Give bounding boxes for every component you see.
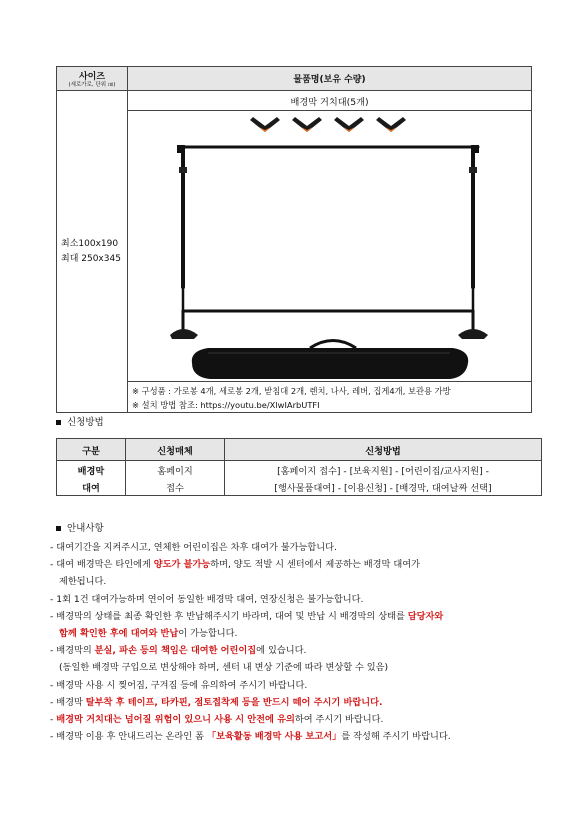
guide-line: 함께 확인한 후에 대여와 반납이 가능합니다. [59, 628, 238, 640]
stand-image-cell [128, 111, 532, 382]
guide-line: - 대여기간을 지켜주시고, 연체한 어린이집은 차후 대여가 불가능합니다. [50, 542, 337, 553]
clamp-icons [250, 117, 406, 132]
type-cell-2: 대여 [57, 478, 126, 496]
bullet-icon [56, 526, 61, 531]
guide-line: (동일한 배경막 구입으로 변상해야 하며, 센터 내 변상 기준에 따라 변상할 수 있음) [59, 662, 389, 674]
size-header-sub: (세로가로, 단위 ㎝) [68, 81, 116, 88]
type-header: 구분 [57, 439, 126, 461]
method-cell-1: [홈페이지 접수] - [보육지원] - [어린이집/교사지원] - [225, 461, 542, 479]
item-name: 배경막 거치대(5개) [128, 91, 532, 111]
guide-line: - 배경막 탈부착 후 테이프, 타카핀, 점토접착제 등을 반드시 떼어 주시기 바랍니다. [50, 696, 383, 708]
size-header-label: 사이즈 [78, 71, 106, 82]
guide-line: - 배경막 거치대는 넘어질 위험이 있으니 사용 시 안전에 유의하여 주시기 바랍니다. [50, 714, 384, 726]
notes-cell [128, 382, 532, 413]
media-header: 신청매체 [126, 439, 225, 461]
guide-line: - 배경막의 분실, 파손 등의 책임은 대여한 어린이집에 있습니다. [50, 645, 307, 657]
guide-line: - 배경막 이용 후 안내드리는 온라인 폼 「보육활동 배경막 사용 보고서」를 작성해 주시기 바랍니다. [50, 731, 451, 743]
media-cell-2: 접수 [126, 478, 225, 496]
method-header: 신청방법 [225, 439, 542, 461]
components-note: ※ 구성품 : 가로봉 4개, 세로봉 2개, 받침대 2개, 렌치, 나사, 레버, 집게4개, 보관용 가방 [132, 386, 451, 396]
guide-list [50, 539, 540, 745]
bullet-icon [56, 420, 61, 425]
item-header: 물품명(보유 수량) [128, 67, 532, 91]
apply-table [56, 438, 542, 496]
guide-section-title [56, 520, 104, 534]
backdrop-stand-image [128, 111, 534, 381]
guide-line: - 대여 배경막은 타인에게 양도가 불가능하며, 양도 적발 시 센터에서 제공하는 배경막 대여가 [50, 559, 420, 571]
install-link-note[interactable]: ※ 설치 방법 참조: https://youtu.be/XlwIArbUTFI [132, 400, 320, 410]
size-cell [57, 91, 128, 413]
size-header [57, 67, 128, 91]
storage-bag [192, 341, 468, 380]
media-cell-1: 홈페이지 [126, 461, 225, 479]
equipment-table [56, 66, 532, 413]
apply-section-title [56, 414, 104, 428]
guide-line: - 배경막의 상태를 최종 확인한 후 반납해주시기 바라며, 대여 및 반납 시 배경막의 상태를 담당자와 [50, 610, 444, 622]
apply-section-label: 신청방법 [67, 417, 104, 428]
size-min: 최소100x190 [61, 238, 119, 249]
guide-line: 제한됩니다. [59, 576, 107, 588]
method-cell-2: [행사물품대여] - [이용신청] - [배경막, 대여날짜 선택] [225, 478, 542, 496]
size-max: 최대 250x345 [61, 253, 121, 264]
guide-line: - 1회 1건 대여가능하며 연이어 동일한 배경막 대여, 연장신청은 불가능합니다. [50, 593, 364, 605]
type-cell-1: 배경막 [57, 461, 126, 479]
guide-section-label: 안내사항 [67, 523, 104, 534]
guide-line: - 배경막 사용 시 찢어짐, 구겨짐 등에 유의하여 주시기 바랍니다. [50, 679, 308, 691]
